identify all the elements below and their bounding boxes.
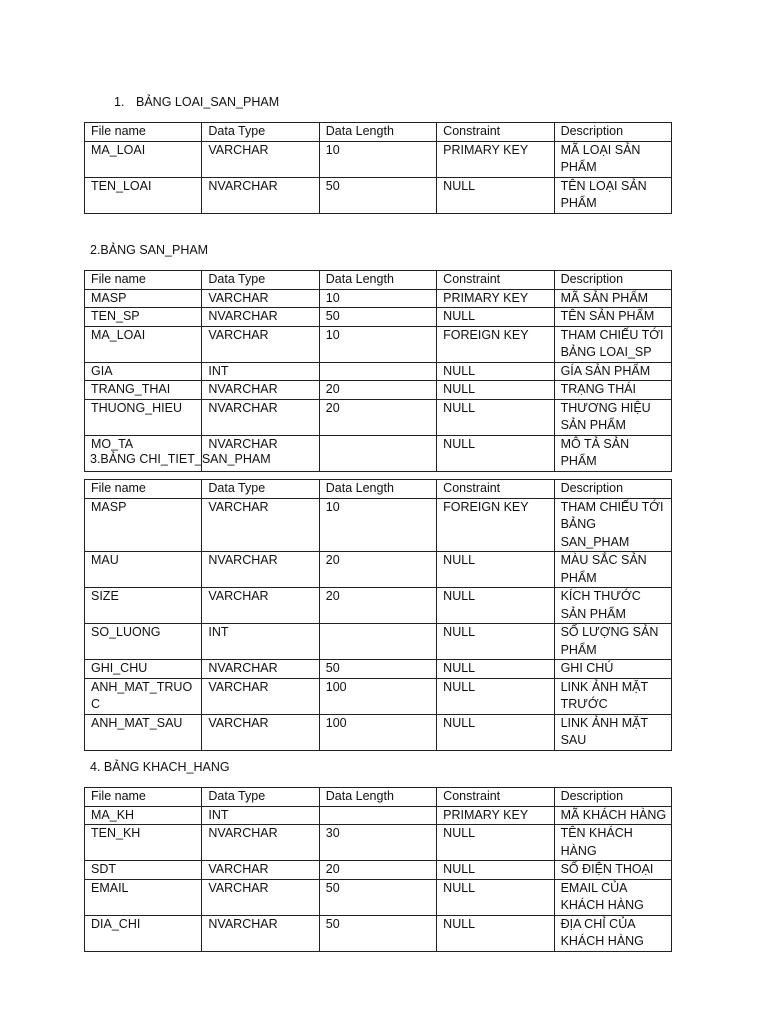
table-body (85, 271, 672, 472)
table-row (85, 861, 672, 880)
table-cell: MA_LOAI (85, 326, 202, 362)
column-header: File name (85, 788, 202, 807)
column-header: Constraint (437, 480, 554, 499)
table-cell: 50 (319, 660, 436, 679)
table-cell (319, 806, 436, 825)
table-cell: LINK ẢNH MẶT SAU (554, 714, 671, 750)
table-cell: NULL (437, 624, 554, 660)
table-cell: NULL (437, 552, 554, 588)
table-khach-hang (84, 787, 672, 952)
table-row (85, 879, 672, 915)
table-cell (319, 435, 436, 471)
table-cell: SỐ ĐIỆN THOẠI (554, 861, 671, 880)
table-cell: 10 (319, 289, 436, 308)
table-cell: VARCHAR (202, 588, 319, 624)
table-cell: SDT (85, 861, 202, 880)
table-cell: NULL (437, 588, 554, 624)
table-cell: EMAIL CỦA KHÁCH HÀNG (554, 879, 671, 915)
column-header: Description (554, 123, 671, 142)
column-header: File name (85, 480, 202, 499)
table-cell: EMAIL (85, 879, 202, 915)
section-3-heading: 3.BẢNG CHI_TIET_SAN_PHAM (90, 452, 271, 466)
table-cell: NVARCHAR (202, 915, 319, 951)
table-cell: NULL (437, 678, 554, 714)
table-cell: 20 (319, 552, 436, 588)
table-cell: 10 (319, 326, 436, 362)
section-2-heading: 2.BẢNG SAN_PHAM (90, 243, 209, 257)
table-cell: MAU (85, 552, 202, 588)
table-cell: TÊN SẢN PHẨM (554, 308, 671, 327)
column-header: Data Length (319, 271, 436, 290)
table-row (85, 177, 672, 213)
table-row (85, 588, 672, 624)
table-cell: FOREIGN KEY (437, 498, 554, 552)
table-cell: MA_LOAI (85, 141, 202, 177)
table-cell: 20 (319, 588, 436, 624)
table-cell: NVARCHAR (202, 552, 319, 588)
table-cell: TÊN KHÁCH HÀNG (554, 825, 671, 861)
table-cell: NULL (437, 879, 554, 915)
table-cell: VARCHAR (202, 714, 319, 750)
table-row (85, 498, 672, 552)
table-cell: MASP (85, 498, 202, 552)
table-cell: NULL (437, 915, 554, 951)
table-row (85, 141, 672, 177)
table-cell: PRIMARY KEY (437, 806, 554, 825)
table-row (85, 326, 672, 362)
table-row (85, 381, 672, 400)
table-cell: 100 (319, 714, 436, 750)
column-header: Constraint (437, 123, 554, 142)
table-cell: VARCHAR (202, 326, 319, 362)
table-cell: ANH_MAT_SAU (85, 714, 202, 750)
table-cell: VARCHAR (202, 861, 319, 880)
table-cell: VARCHAR (202, 289, 319, 308)
table-cell: THAM CHIẾU TỚI BẢNG LOAI_SP (554, 326, 671, 362)
table-cell: MASP (85, 289, 202, 308)
table-cell: PRIMARY KEY (437, 141, 554, 177)
table-cell: NULL (437, 861, 554, 880)
table-cell: THƯƠNG HIỆU SẢN PHẨM (554, 399, 671, 435)
table-cell: NULL (437, 399, 554, 435)
table-cell: VARCHAR (202, 498, 319, 552)
table-cell: TÊN LOẠI SẢN PHẨM (554, 177, 671, 213)
table-row (85, 714, 672, 750)
table-cell: NVARCHAR (202, 177, 319, 213)
table-row (85, 308, 672, 327)
table-san-pham (84, 270, 672, 472)
table-row (85, 624, 672, 660)
table-cell: 20 (319, 399, 436, 435)
table-row (85, 289, 672, 308)
table-body (85, 480, 672, 751)
column-header: Description (554, 271, 671, 290)
table-row (85, 399, 672, 435)
table-cell: NVARCHAR (202, 381, 319, 400)
table-cell: TEN_KH (85, 825, 202, 861)
table-cell: THAM CHIẾU TỚI BẢNG SAN_PHAM (554, 498, 671, 552)
table-cell: NVARCHAR (202, 399, 319, 435)
table-cell: 50 (319, 308, 436, 327)
table-cell: NVARCHAR (202, 308, 319, 327)
table-cell: NVARCHAR (202, 435, 319, 471)
table-row (85, 825, 672, 861)
table-row (85, 678, 672, 714)
column-header: Data Length (319, 123, 436, 142)
column-header: Data Type (202, 480, 319, 499)
table-cell: THUONG_HIEU (85, 399, 202, 435)
table-cell (319, 362, 436, 381)
table-cell: MÀU SẮC SẢN PHẨM (554, 552, 671, 588)
table-cell: 50 (319, 915, 436, 951)
section-1-title: BẢNG LOAI_SAN_PHAM (136, 95, 280, 109)
table-cell: 20 (319, 861, 436, 880)
column-header: Constraint (437, 271, 554, 290)
table-cell: NULL (437, 825, 554, 861)
column-header: Data Type (202, 123, 319, 142)
table-cell: ĐỊA CHỈ CỦA KHÁCH HÀNG (554, 915, 671, 951)
table-cell: NULL (437, 660, 554, 679)
table-chi-tiet-san-pham (84, 479, 672, 751)
column-header: Data Type (202, 271, 319, 290)
table-cell: INT (202, 362, 319, 381)
table-cell: 20 (319, 381, 436, 400)
table-cell: 50 (319, 177, 436, 213)
table-cell: FOREIGN KEY (437, 326, 554, 362)
section-1-number: 1. (114, 95, 125, 109)
table-cell: 100 (319, 678, 436, 714)
column-header: Data Length (319, 480, 436, 499)
section-1-heading (114, 94, 279, 110)
table-cell: KÍCH THƯỚC SẢN PHẨM (554, 588, 671, 624)
table-cell: PRIMARY KEY (437, 289, 554, 308)
table-loai-san-pham (84, 122, 672, 214)
table-cell: NULL (437, 381, 554, 400)
table-cell: MÃ KHÁCH HÀNG (554, 806, 671, 825)
table-row (85, 552, 672, 588)
table-cell: SO_LUONG (85, 624, 202, 660)
column-header: Data Length (319, 788, 436, 807)
table-cell: DIA_CHI (85, 915, 202, 951)
table-cell: MÃ SẢN PHẨM (554, 289, 671, 308)
table-cell: NULL (437, 714, 554, 750)
table-cell: TRANG_THAI (85, 381, 202, 400)
table-cell: LINK ẢNH MẶT TRƯỚC (554, 678, 671, 714)
table-cell: NULL (437, 177, 554, 213)
table-header-row (85, 123, 672, 142)
table-cell: MÔ TẢ SẢN PHẨM (554, 435, 671, 471)
table-cell: NULL (437, 435, 554, 471)
table-header-row (85, 788, 672, 807)
section-4-heading: 4. BẢNG KHACH_HANG (90, 760, 230, 774)
table-cell: MA_KH (85, 806, 202, 825)
table-row (85, 806, 672, 825)
table-cell: GHI CHÚ (554, 660, 671, 679)
table-cell: SỐ LƯỢNG SẢN PHẨM (554, 624, 671, 660)
table-cell: NULL (437, 362, 554, 381)
table-header-row (85, 480, 672, 499)
table-cell: GIA (85, 362, 202, 381)
table-header-row (85, 271, 672, 290)
table-row (85, 915, 672, 951)
table-cell: TEN_SP (85, 308, 202, 327)
table-cell: VARCHAR (202, 879, 319, 915)
table-cell: TRẠNG THÁI (554, 381, 671, 400)
table-cell: ANH_MAT_TRUOC (85, 678, 202, 714)
table-row (85, 660, 672, 679)
table-cell: MO_TA (85, 435, 202, 471)
table-cell: 10 (319, 141, 436, 177)
column-header: Constraint (437, 788, 554, 807)
table-cell: INT (202, 624, 319, 660)
column-header: File name (85, 271, 202, 290)
table-cell: INT (202, 806, 319, 825)
table-cell: GÍA SẢN PHẨM (554, 362, 671, 381)
table-body (85, 788, 672, 952)
table-cell: 30 (319, 825, 436, 861)
column-header: File name (85, 123, 202, 142)
table-cell: 10 (319, 498, 436, 552)
table-cell: SIZE (85, 588, 202, 624)
table-cell: MÃ LOẠI SẢN PHẨM (554, 141, 671, 177)
column-header: Description (554, 480, 671, 499)
column-header: Description (554, 788, 671, 807)
table-cell: TEN_LOAI (85, 177, 202, 213)
table-cell: VARCHAR (202, 678, 319, 714)
table-cell (319, 624, 436, 660)
table-row (85, 362, 672, 381)
column-header: Data Type (202, 788, 319, 807)
table-cell: 50 (319, 879, 436, 915)
table-cell: NVARCHAR (202, 660, 319, 679)
table-cell: NULL (437, 308, 554, 327)
table-cell: NVARCHAR (202, 825, 319, 861)
table-cell: VARCHAR (202, 141, 319, 177)
table-body (85, 123, 672, 214)
table-cell: GHI_CHU (85, 660, 202, 679)
